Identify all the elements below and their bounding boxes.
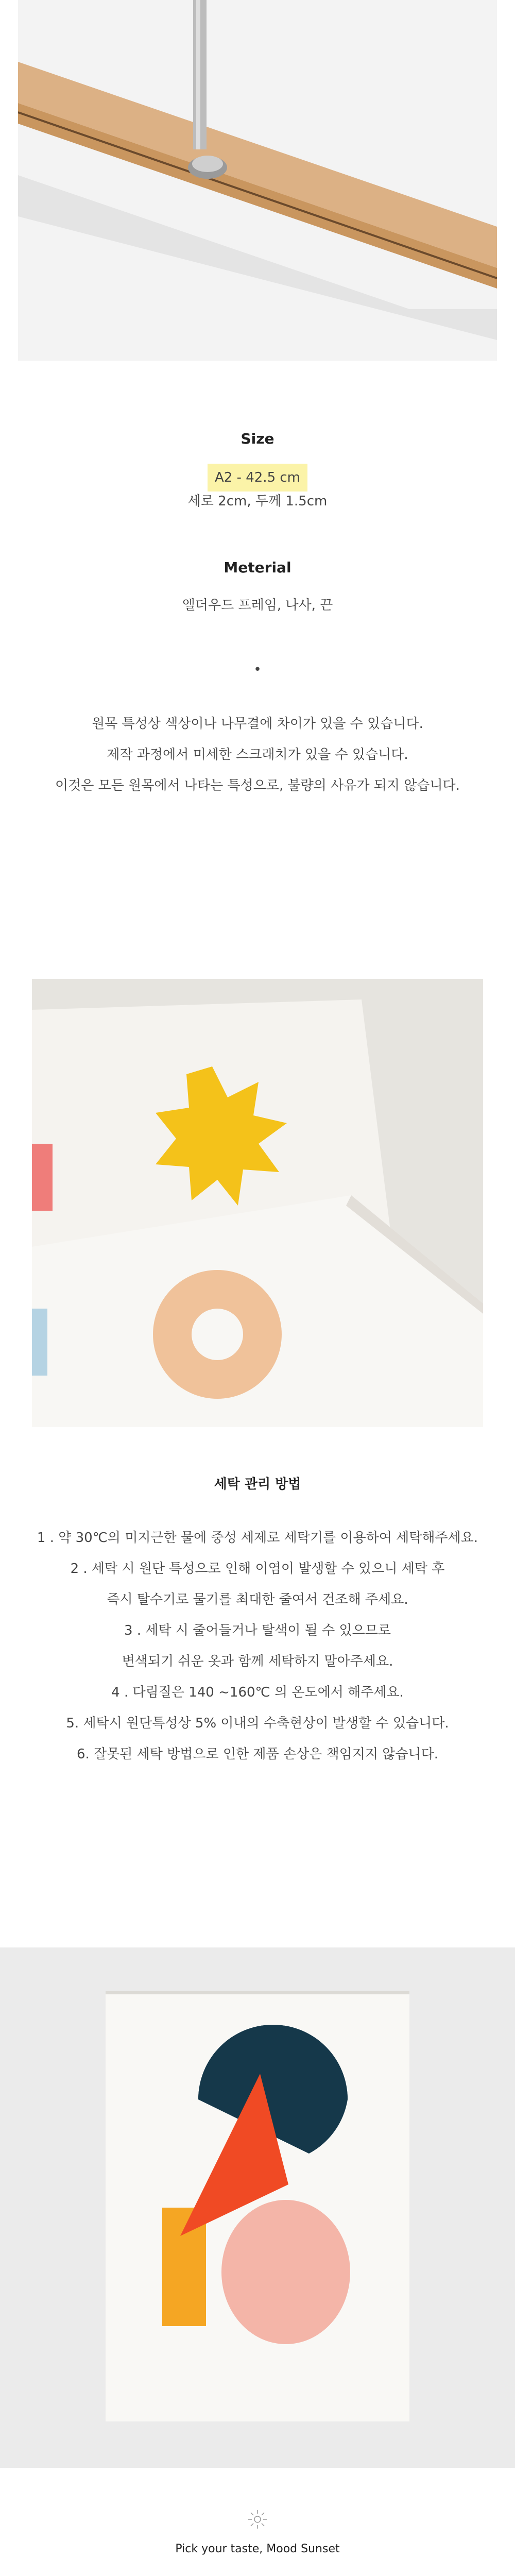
textile-photo — [32, 979, 483, 1427]
care-line-7: 5. 세탁시 원단특성상 5% 이내의 수축현상이 발생할 수 있습니다. — [66, 1716, 449, 1731]
care-line-3: 즉시 탈수기로 물기를 최대한 줄여서 건조해 주세요. — [107, 1592, 408, 1607]
material-value: 엘더우드 프레임, 나사, 끈 — [182, 598, 333, 613]
care-line-1: 1 . 약 30℃의 미지근한 물에 중성 세제로 세탁기를 이용하여 세탁해주세요. — [37, 1530, 478, 1546]
care-title: 세탁 관리 방법 — [214, 1477, 301, 1492]
notice-line-2: 제작 과정에서 미세한 스크래치가 있을 수 있습니다. — [107, 747, 408, 762]
care-line-4: 3 . 세탁 시 줄어들거나 탈색이 될 수 있으므로 — [124, 1623, 391, 1638]
size-dimension: A2 - 42.5 cm — [208, 464, 307, 492]
notice-line-1: 원목 특성상 색상이나 나무결에 차이가 있을 수 있습니다. — [92, 716, 423, 732]
poster-photo — [0, 1947, 515, 2468]
size-detail: 세로 2cm, 두께 1.5cm — [187, 494, 328, 509]
care-line-5: 변색되기 쉬운 옷과 함께 세탁하지 말아주세요. — [122, 1654, 393, 1669]
size-title: Size — [241, 430, 274, 447]
material-title: Meterial — [224, 559, 291, 576]
care-line-6: 4 . 다림질은 140 ~160℃ 의 온도에서 해주세요. — [111, 1685, 404, 1700]
brand-tagline: Pick your taste, Mood Sunset — [175, 2543, 340, 2555]
care-line-2: 2 . 세탁 시 원단 특성으로 인해 이염이 발생할 수 있으니 세탁 후 — [70, 1561, 445, 1577]
wood-hanger-photo — [18, 0, 497, 361]
notice-line-3: 이것은 모든 원목에서 나타는 특성으로, 불량의 사유가 되지 않습니다. — [55, 778, 460, 793]
notice-bullet: • — [253, 662, 262, 677]
care-line-8: 6. 잘못된 세탁 방법으로 인한 제품 손상은 책임지지 않습니다. — [77, 1747, 438, 1762]
sun-icon — [247, 2509, 268, 2530]
